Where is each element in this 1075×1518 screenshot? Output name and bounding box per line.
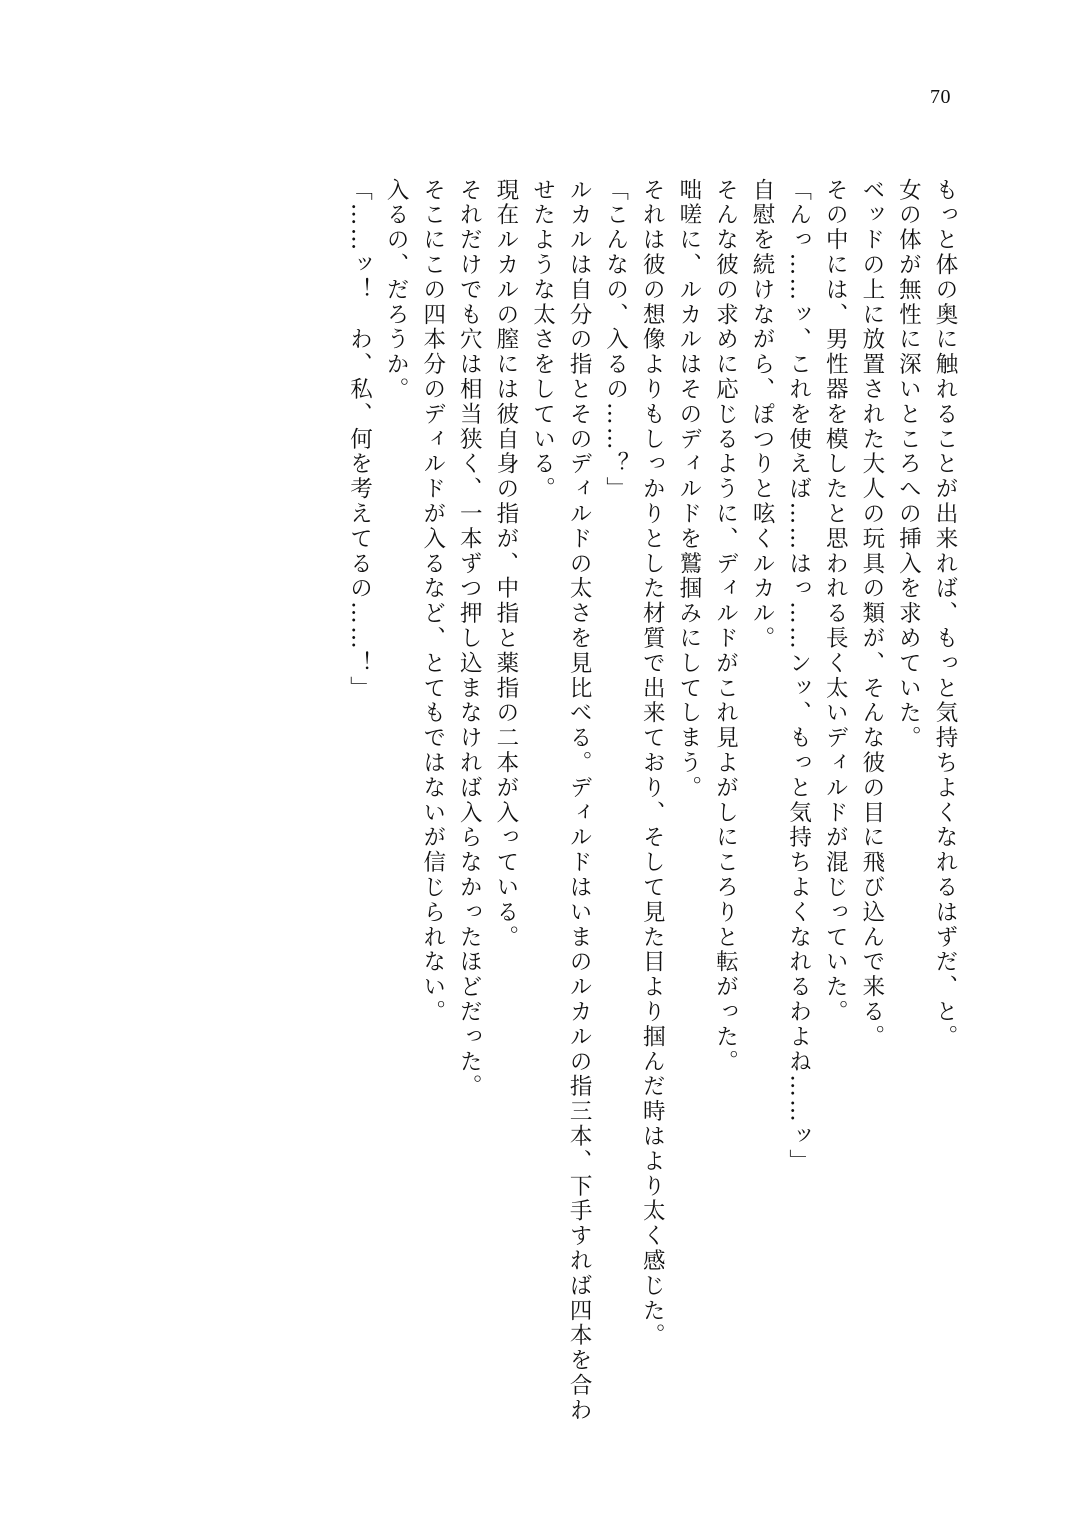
text-line: 女の体が無性に深いところへの挿入を求めていた。	[895, 178, 922, 751]
text-line: 「んっ……ッ、これを使えば……はっ……ンッ、もっと気持ちよくなれるわよね……ッ」	[785, 178, 812, 1174]
text-line: その中には、男性器を模したと思われる長く太いディルドが混じっていた。	[822, 178, 849, 1025]
body-text	[341, 178, 963, 1423]
text-line: もっと体の奥に触れることが出来れば、もっと気持ちよくなれるはずだ、と。	[932, 178, 958, 1050]
text-line: それは彼の想像よりもしっかりとした材質で出来ており、そして見た目より掴んだ時はより太く感じた。	[639, 178, 666, 1349]
text-line: 入るの、だろうか。	[383, 178, 410, 403]
text-line: 自慰を続けながら、ぽつりと呟くルカル。	[749, 178, 776, 652]
text-line: 「……ッ！ わ、私、何を考えてるの……！」	[346, 178, 373, 701]
page-number: 70	[930, 86, 951, 108]
text-line: 咄嗟に、ルカルはそのディルドを鷲掴みにしてしまう。	[675, 178, 702, 801]
text-line: そこにこの四本分のディルドが入るなど、とてもではないが信じられない。	[419, 178, 446, 1025]
text-line: 現在ルカルの膣には彼自身の指が、中指と薬指の二本が入っている。	[492, 178, 519, 950]
text-line: それだけでも穴は相当狭く、一本ずつ押し込まなければ入らなかったほどだった。	[456, 178, 483, 1100]
text-line: そんな彼の求めに応じるように、ディルドがこれ見よがしにころりと転がった。	[712, 178, 739, 1075]
text-line: せたような太さをしている。	[529, 178, 556, 502]
text-line: ベッドの上に放置された大人の玩具の類が、そんな彼の目に飛び込んで来る。	[858, 178, 885, 1050]
text-line: ルカルは自分の指とそのディルドの太さを見比べる。ディルドはいまのルカルの指三本、下手すれば四本を合わ	[566, 178, 593, 1423]
text-line: 「こんなの、入るの……？」	[602, 178, 629, 502]
